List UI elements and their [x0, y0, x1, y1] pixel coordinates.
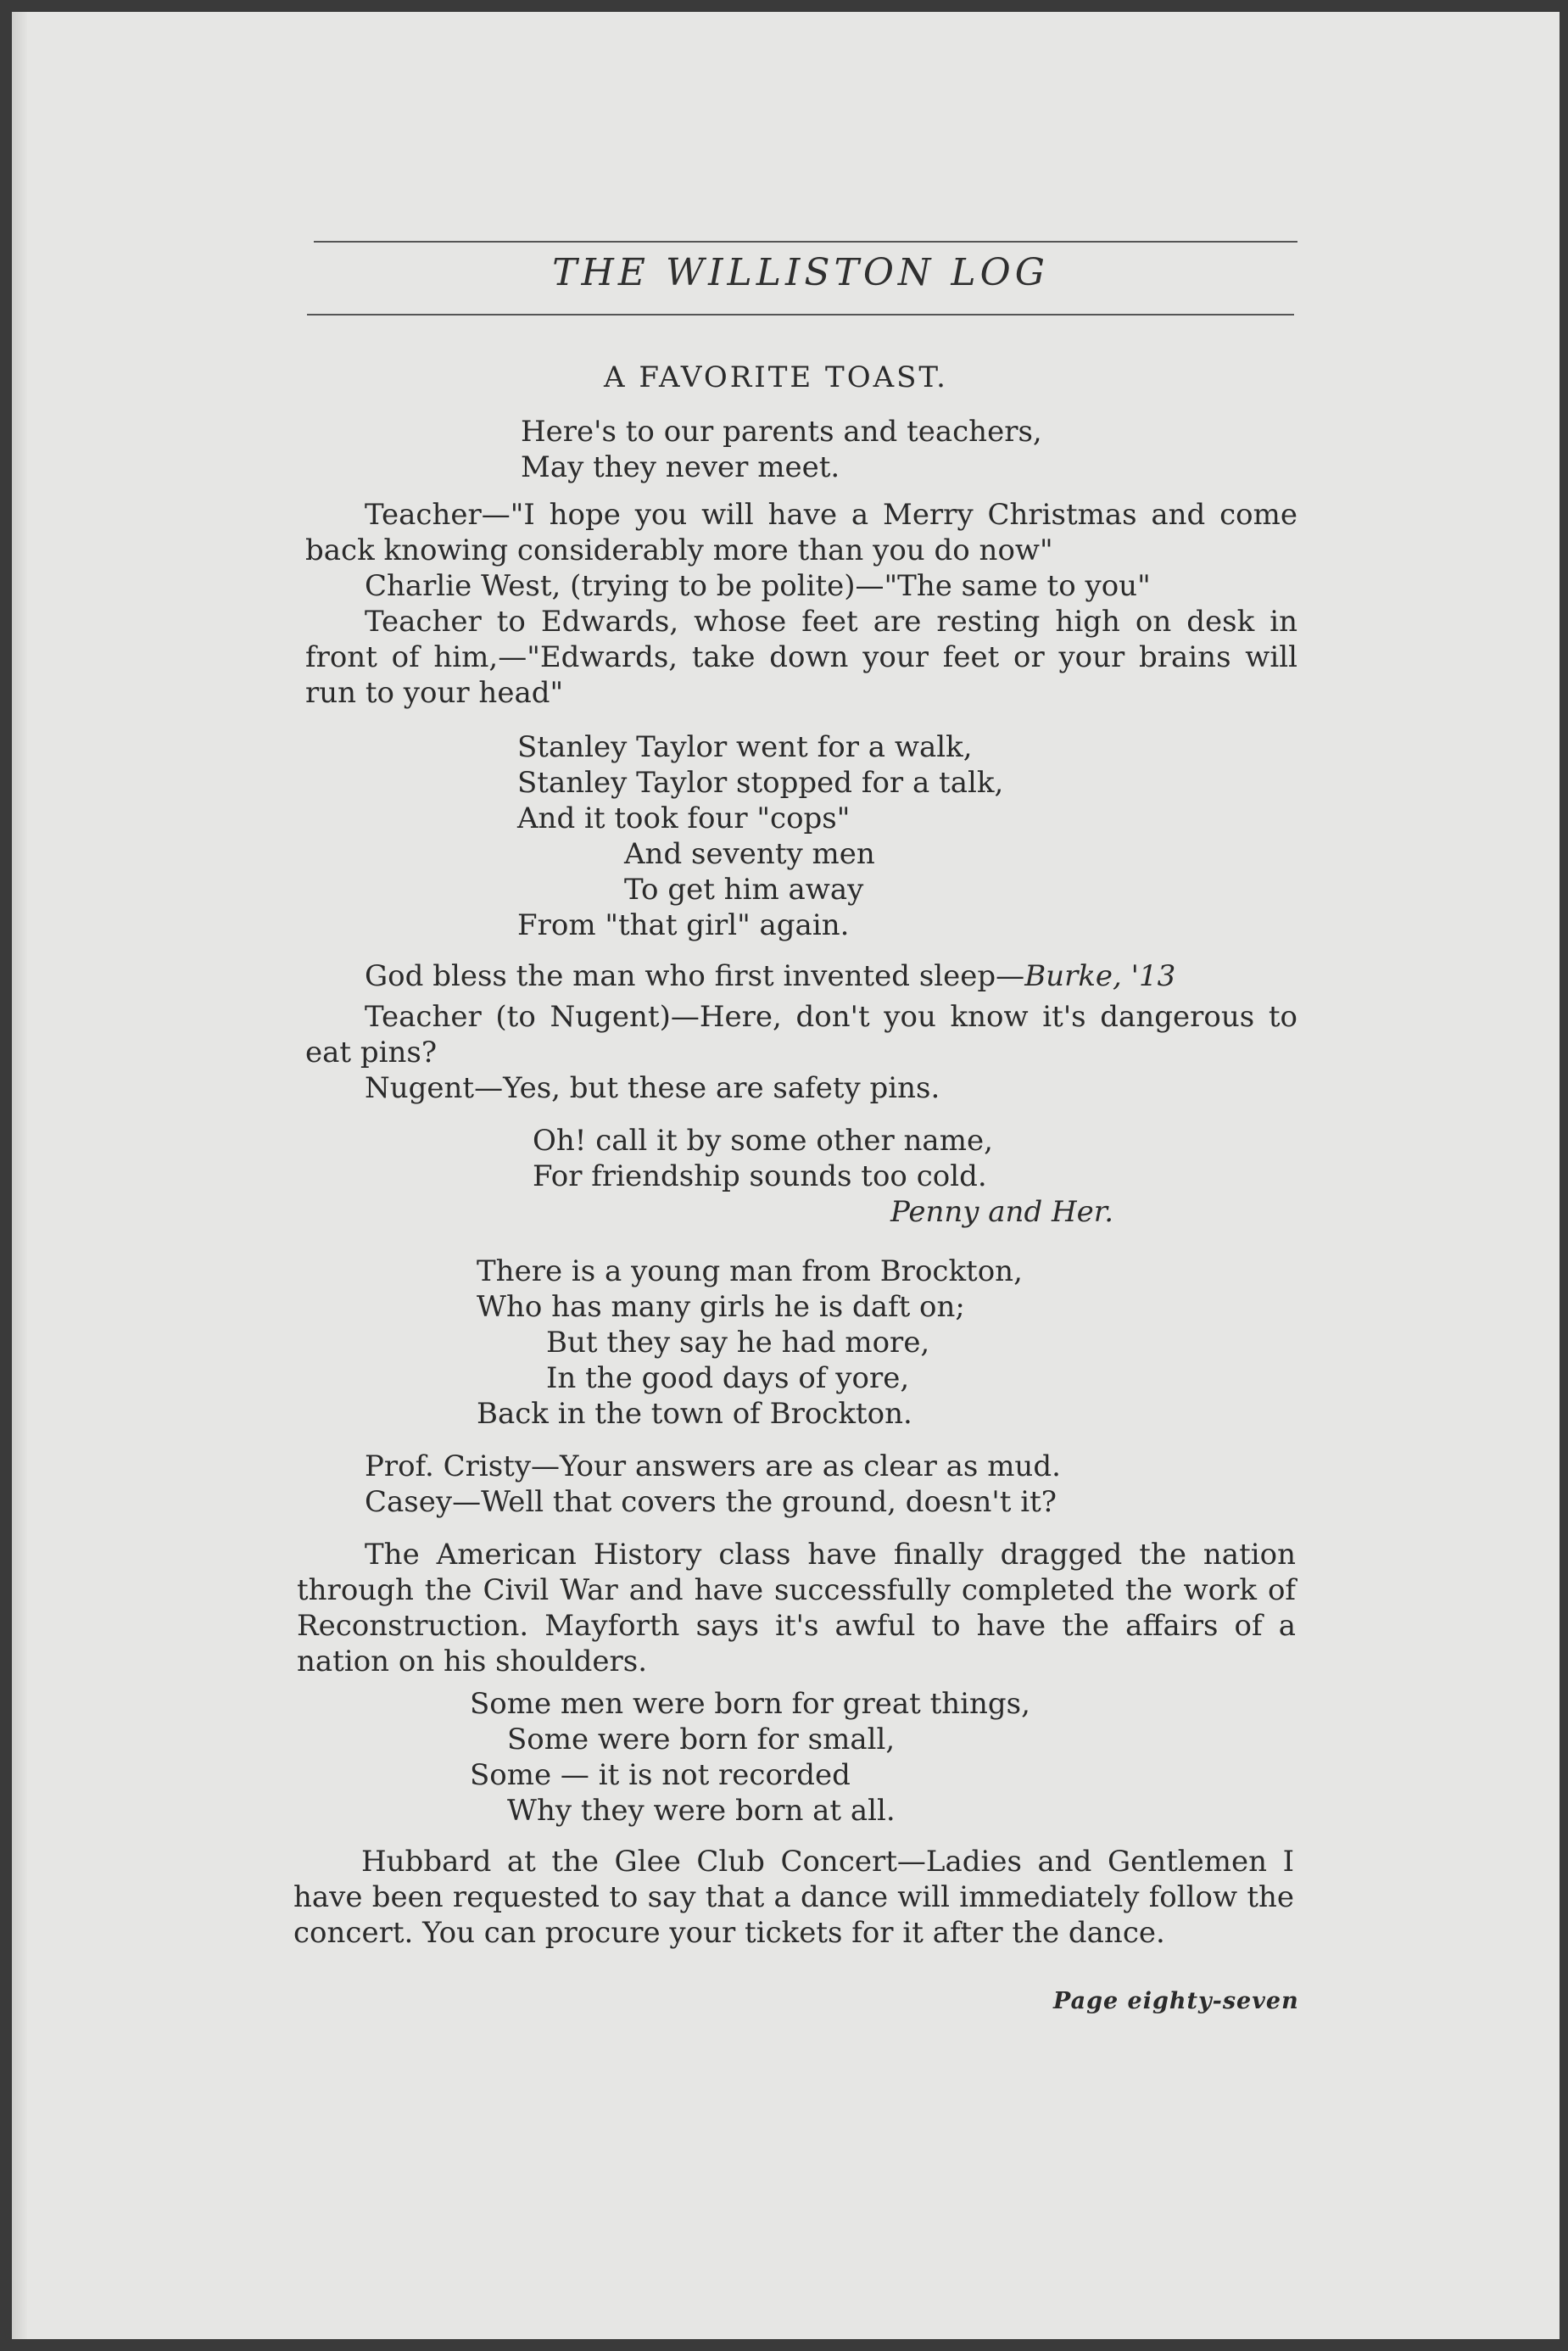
born-poem-line-3: Some — it is not recorded [470, 1758, 851, 1792]
brockton-poem-line-3: But they say he had more, [546, 1326, 930, 1360]
cristy-line: Prof. Cristy—Your answers are as clear as mud. [365, 1449, 1061, 1483]
stanley-poem-line-6: From "that girl" again. [517, 908, 850, 942]
stanley-poem-line-5: To get him away [624, 873, 864, 907]
casey-line: Casey—Well that covers the ground, doesn't it? [365, 1485, 1057, 1519]
brockton-poem-line-1: There is a young man from Brockton, [477, 1254, 1023, 1288]
page-header-title: THE WILLISTON LOG [552, 251, 1049, 294]
friendship-poem-attribution: Penny and Her. [890, 1195, 1114, 1229]
header-rule-top [314, 241, 1297, 243]
brockton-poem-line-4: In the good days of yore, [546, 1361, 910, 1395]
header-rule-bottom [307, 314, 1294, 316]
binding-edge [12, 12, 27, 2339]
nugent-reply-line: Nugent—Yes, but these are safety pins. [365, 1071, 940, 1105]
toast-line-1: Here's to our parents and teachers, [521, 415, 1042, 449]
hubbard-paragraph: Hubbard at the Glee Club Concert—Ladies and Gentlemen I have been requested to say that a dance will immediately follow the concert. You can procure your tickets for it after the dance. [293, 1845, 1294, 1950]
toast-line-2: May they never meet. [521, 450, 840, 484]
page [12, 12, 1560, 2339]
sleep-quote-text: God bless the man who first invented sleep— [365, 959, 1025, 993]
sleep-quote [365, 958, 1175, 994]
sleep-quote-attribution: Burke, '13 [1024, 959, 1176, 993]
friendship-poem-line-1: Oh! call it by some other name, [533, 1124, 993, 1158]
charlie-west-line: Charlie West, (trying to be polite)—"The same to you" [365, 569, 1151, 603]
teacher-christmas-paragraph: Teacher—"I hope you will have a Merry Christmas and come back knowing considerably more than you do now" [305, 498, 1297, 567]
stanley-poem-line-2: Stanley Taylor stopped for a talk, [517, 766, 1004, 800]
brockton-poem-line-2: Who has many girls he is daft on; [477, 1290, 965, 1324]
born-poem-line-1: Some men were born for great things, [470, 1687, 1030, 1721]
born-poem-line-2: Some were born for small, [507, 1723, 896, 1756]
friendship-poem-line-2: For friendship sounds too cold. [533, 1159, 987, 1193]
stanley-poem-line-1: Stanley Taylor went for a walk, [517, 730, 973, 764]
edwards-paragraph: Teacher to Edwards, whose feet are resting high on desk in front of him,—"Edwards, take down your feet or your brains will run to your head" [305, 605, 1297, 710]
stanley-poem-line-3: And it took four "cops" [517, 801, 851, 835]
toast-title: A FAVORITE TOAST. [604, 360, 948, 394]
brockton-poem-line-5: Back in the town of Brockton. [477, 1397, 912, 1431]
born-poem-line-4: Why they were born at all. [507, 1794, 896, 1828]
history-paragraph: The American History class have finally dragged the nation through the Civil War and have successfully completed the work of Reconstruction. Mayforth says it's awful to have the affairs of a nation on his shoulders. [297, 1538, 1296, 1678]
nugent-teacher-paragraph: Teacher (to Nugent)—Here, don't you know it's dangerous to eat pins? [305, 1000, 1297, 1069]
stanley-poem-line-4: And seventy men [624, 837, 875, 871]
page-number-footer: Page eighty-seven [1053, 1988, 1299, 2014]
